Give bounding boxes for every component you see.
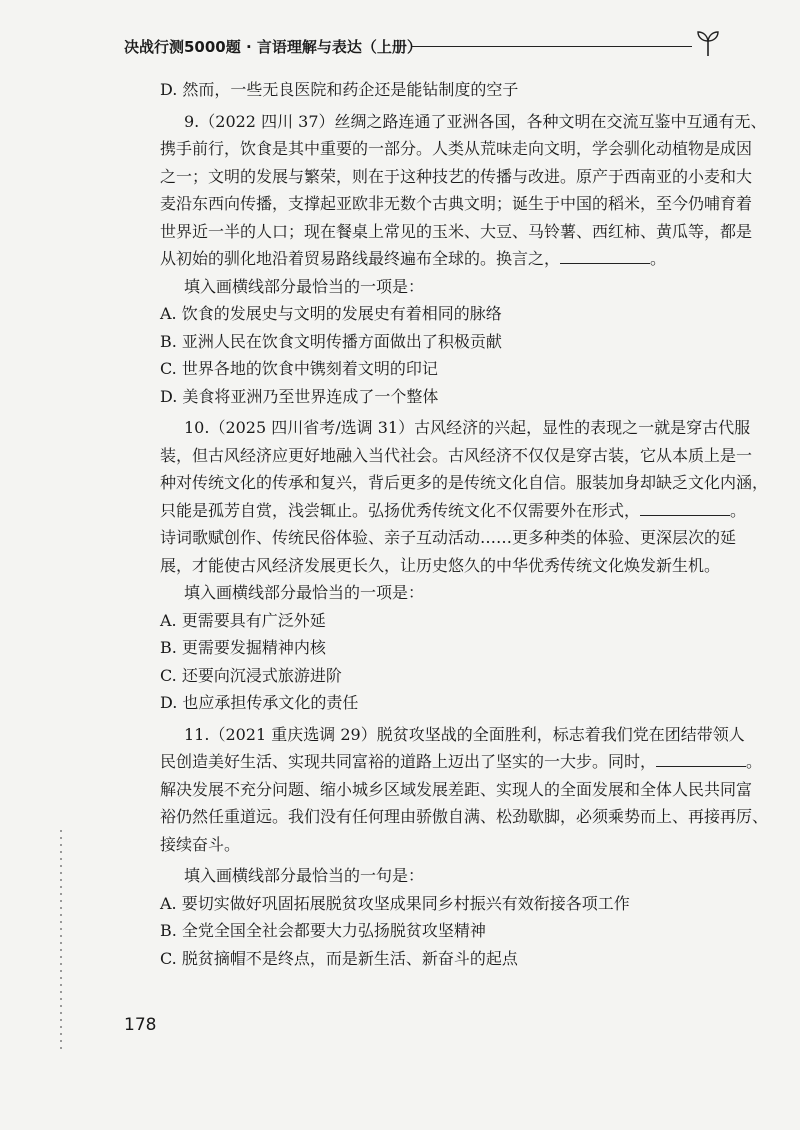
q9-line-5: 世界近一半的人口；现在餐桌上常见的玉米、大豆、马铃薯、西红柿、黄瓜等，都是 [160,221,753,241]
q10-line-1: 10.（2025 四川省考/选调 31）古风经济的兴起，显性的表现之一就是穿古代服 [184,418,751,437]
q11-prompt: 填入画横线部分最恰当的一句是： [184,866,425,885]
q9-prompt: 填入画横线部分最恰当的一项是： [184,276,425,296]
q11-option-b: B. 全党全国全社会都要大力弘扬脱贫攻坚精神 [160,921,486,940]
q11-line-1: 11.（2021 重庆选调 29）脱贫攻坚战的全面胜利，标志着我们党在团结带领人 [184,724,745,744]
q10-option-c: C. 还要向沉浸式旅游进阶 [160,665,342,685]
q10-prompt: 填入画横线部分最恰当的一项是： [184,583,425,602]
question-11 [160,721,769,973]
q10-blank-text: 只能是孤芳自赏，浅尝辄止。弘扬优秀传统文化不仅需要外在形式， [160,500,641,520]
q9-end: 。 [650,249,667,268]
header-title: 决战行测5000题 · 言语理解与表达（上册） [124,38,422,56]
q11-end: 。 [746,752,763,771]
q9-line-1: 9.（2022 四川 37）丝绸之路连通了亚洲各国，各种文明在交流互鉴中互通有无、 [184,111,767,131]
q9-option-b: B. 亚洲人民在饮食文明传播方面做出了积极贡献 [160,331,502,351]
q9-option-d: D. 美食将亚洲乃至世界连成了一个整体 [160,386,439,406]
page-number: 178 [124,1015,157,1035]
page-content [160,76,769,972]
answer-blank [640,501,730,516]
q9-last-text: 从初始的驯化地沿着贸易路线最终遍布全球的。换言之， [160,249,561,268]
sprout-icon [696,28,720,56]
q10-line-6: 展，才能使古风经济发展更长久，让历史悠久的中华优秀传统文化焕发新生机。 [160,555,721,575]
q10-end: 。 [730,500,747,520]
page-header [124,34,724,58]
q11-line-2 [160,748,763,776]
q11-line-3: 解决发展不充分问题、缩小城乡区域发展差距、实现人的全面发展和全体人民共同富 [160,779,753,799]
q10-line-4 [160,497,747,525]
q11-option-a: A. 要切实做好巩固拓展脱贫攻坚成果同乡村振兴有效衔接各项工作 [160,893,630,913]
q9-option-a: A. 饮食的发展史与文明的发展史有着相同的脉络 [160,304,502,323]
q9-option-c: C. 世界各地的饮食中镌刻着文明的印记 [160,359,438,378]
q9-line-6 [160,245,713,273]
q10-line-5: 诗词歌赋创作、传统民俗体验、亲子互动活动……更多种类的体验、更深层次的延 [160,528,737,547]
q10-option-b: B. 更需要发掘精神内核 [160,638,326,657]
q10-line-3: 种对传统文化的传承和复兴，背后更多的是传统文化自信。服装加身却缺乏文化内涵， [160,473,769,492]
header-rule [412,46,692,47]
q10-option-a: A. 更需要具有广泛外延 [160,610,326,630]
binding-dots [60,830,62,1050]
q11-blank-text: 民创造美好生活、实现共同富裕的道路上迈出了坚实的一大步。同时， [160,752,657,771]
question-10 [160,414,769,717]
q11-line-5: 接续奋斗。 [160,834,241,854]
q11-option-c: C. 脱贫摘帽不是终点，而是新生活、新奋斗的起点 [160,948,518,968]
q9-line-4: 麦沿东西向传播，支撑起亚欧非无数个古典文明；诞生于中国的稻米，至今仍哺育着 [160,194,753,213]
answer-blank [656,752,746,767]
q11-line-4: 裕仍然任重道远。我们没有任何理由骄傲自满、松劲歇脚，必须乘势而上、再接再厉、 [160,807,769,826]
prev-option-d: D. 然而，一些无良医院和药企还是能钻制度的空子 [160,80,519,99]
answer-blank [560,249,650,264]
q9-line-2: 携手前行，饮食是其中重要的一部分。人类从荒味走向文明，学会驯化动植物是成因 [160,139,753,158]
q10-line-2: 装，但古风经济应更好地融入当代社会。古风经济不仅仅是穿古装，它从本质上是一 [160,445,753,465]
q9-line-3: 之一；文明的发展与繁荣，则在于这种技艺的传播与改进。原产于西南亚的小麦和大 [160,166,753,186]
q10-option-d: D. 也应承担传承文化的责任 [160,693,359,712]
question-9 [160,108,767,411]
